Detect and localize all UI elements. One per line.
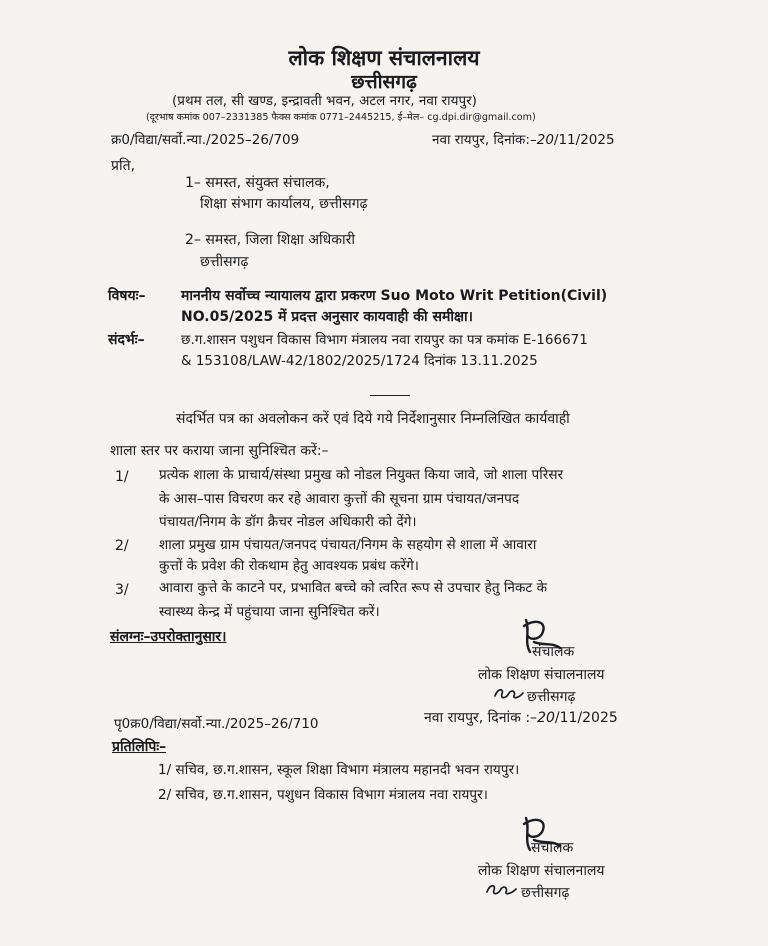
endorsement-date-rest: /11/2025 <box>554 710 618 726</box>
signature-1-office: लोक शिक्षण संचालनालय <box>478 667 605 683</box>
letterhead-address: (प्रथम तल, सी खण्ड, इन्द्रावती भवन, अटल नगर, नवा रायपुर) <box>172 93 477 109</box>
reference-line-1: छ.ग.शासन पशुधन विकास विभाग मंत्रालय नवा रायपुर का पत्र कमांक E-166671 <box>181 332 588 348</box>
letter-date-day: 20 <box>536 132 554 148</box>
subject-line-1: माननीय सर्वोच्च न्यायालय द्वारा प्रकरण Suo Moto Writ Petition(Civil) <box>181 288 608 304</box>
subject-line-2: NO.05/2025 में प्रदत्त अनुसार कायवाही की समीक्षा। <box>181 309 473 325</box>
letterhead-title: लोक शिक्षण संचालनालय <box>288 46 480 70</box>
signature-2-office: लोक शिक्षण संचालनालय <box>478 863 605 879</box>
letterhead-state: छत्तीसगढ़ <box>351 71 417 93</box>
point-1-number: 1/ <box>115 469 129 485</box>
letter-date-rest: /11/2025 <box>553 132 615 148</box>
copy-to-label: प्रतिलिपिः– <box>112 739 167 755</box>
signature-1-title: संचालक <box>532 644 575 660</box>
letter-date-prefix: नवा रायपुर, दिनांक:– <box>432 132 537 148</box>
signature-1-state: छत्तीसगढ़ <box>527 689 576 705</box>
point-1-line-1: प्रत्येक शाला के प्राचार्य/संस्था प्रमुख को नोडल नियुक्त किया जावे, जो शाला परिसर <box>159 467 564 483</box>
reference-label: संदर्भः– <box>108 332 145 348</box>
signature-1-initials <box>492 684 526 702</box>
point-3-line-1: आवारा कुत्ते के काटने पर, प्रभावित बच्चे को त्वरित रूप से उपचार हेतु निकट के <box>159 580 548 596</box>
to-label: प्रति, <box>111 158 136 174</box>
letter-number: क्र0/विद्या/सर्वो.न्या./2025–26/709 <box>111 132 300 148</box>
point-2-line-1: शाला प्रमुख ग्राम पंचायत/जनपद पंचायत/निगम के सहयोग से शाला में आवारा <box>159 537 537 553</box>
endorsement-date-prefix: नवा रायपुर, दिनांक :– <box>424 710 538 726</box>
endorsement-date-day: 20 <box>537 710 555 726</box>
recipient-1-line-1: 1– समस्त, संयुक्त संचालक, <box>185 175 330 191</box>
separator-line <box>370 395 410 396</box>
copy-recipient-1: 1/ सचिव, छ.ग.शासन, स्कूल शिक्षा विभाग मंत्रालय महानदी भवन रायपुर। <box>158 762 520 778</box>
endorsement-number: पृ0क्र0/विद्या/सर्वो.न्या./2025–26/710 <box>114 716 319 732</box>
copy-recipient-2: 2/ सचिव, छ.ग.शासन, पशुधन विकास विभाग मंत्रालय नवा रायपुर। <box>158 787 488 803</box>
recipient-1-line-2: शिक्षा संभाग कार्यालय, छत्तीसगढ़ <box>200 196 368 212</box>
point-1-line-2: के आस–पास विचरण कर रहे आवारा कुत्तों की सूचना ग्राम पंचायत/जनपद <box>159 491 520 507</box>
point-1-line-3: पंचायत/निगम के डॉग क्रैचर नोडल अधिकारी को देंगे। <box>159 514 417 530</box>
subject-label: विषयः– <box>108 288 146 304</box>
point-3-line-2: स्वास्थ्य केन्द्र में पहुंचाया जाना सुनिश्चित करें। <box>159 604 380 620</box>
body-intro-line-2: शाला स्तर पर कराया जाना सुनिश्चित करें:– <box>110 443 329 459</box>
signature-2-initials <box>484 880 520 898</box>
point-2-line-2: कुत्तों के प्रवेश की रोकथाम हेतु आवश्यक प्रबंध करेंगे। <box>159 558 419 574</box>
recipient-2-line-2: छत्तीसगढ़ <box>200 254 249 270</box>
signature-2-state: छत्तीसगढ़ <box>521 885 570 901</box>
letter-date <box>432 130 615 148</box>
point-2-number: 2/ <box>115 538 129 554</box>
recipient-2-line-1: 2– समस्त, जिला शिक्षा अधिकारी <box>185 232 356 248</box>
body-intro-line-1: संदर्भित पत्र का अवलोकन करें एवं दिये गये निर्देशानुसार निम्नलिखित कार्यवाही <box>176 411 570 427</box>
enclosure-note: संलग्नः–उपरोक्तानुसार। <box>110 629 227 645</box>
letterhead-contact: (दूरभाष कमांक 007–2331385 फैक्स कमांक 0771–2445215, ई–मेल– cg.dpi.dir@gmail.com) <box>146 112 536 123</box>
reference-line-2: & 153108/LAW-42/1802/2025/1724 दिनांक 13.11.2025 <box>181 353 538 369</box>
point-3-number: 3/ <box>115 582 129 598</box>
endorsement-date <box>424 708 618 727</box>
signature-2-title: संचालक <box>531 840 574 856</box>
